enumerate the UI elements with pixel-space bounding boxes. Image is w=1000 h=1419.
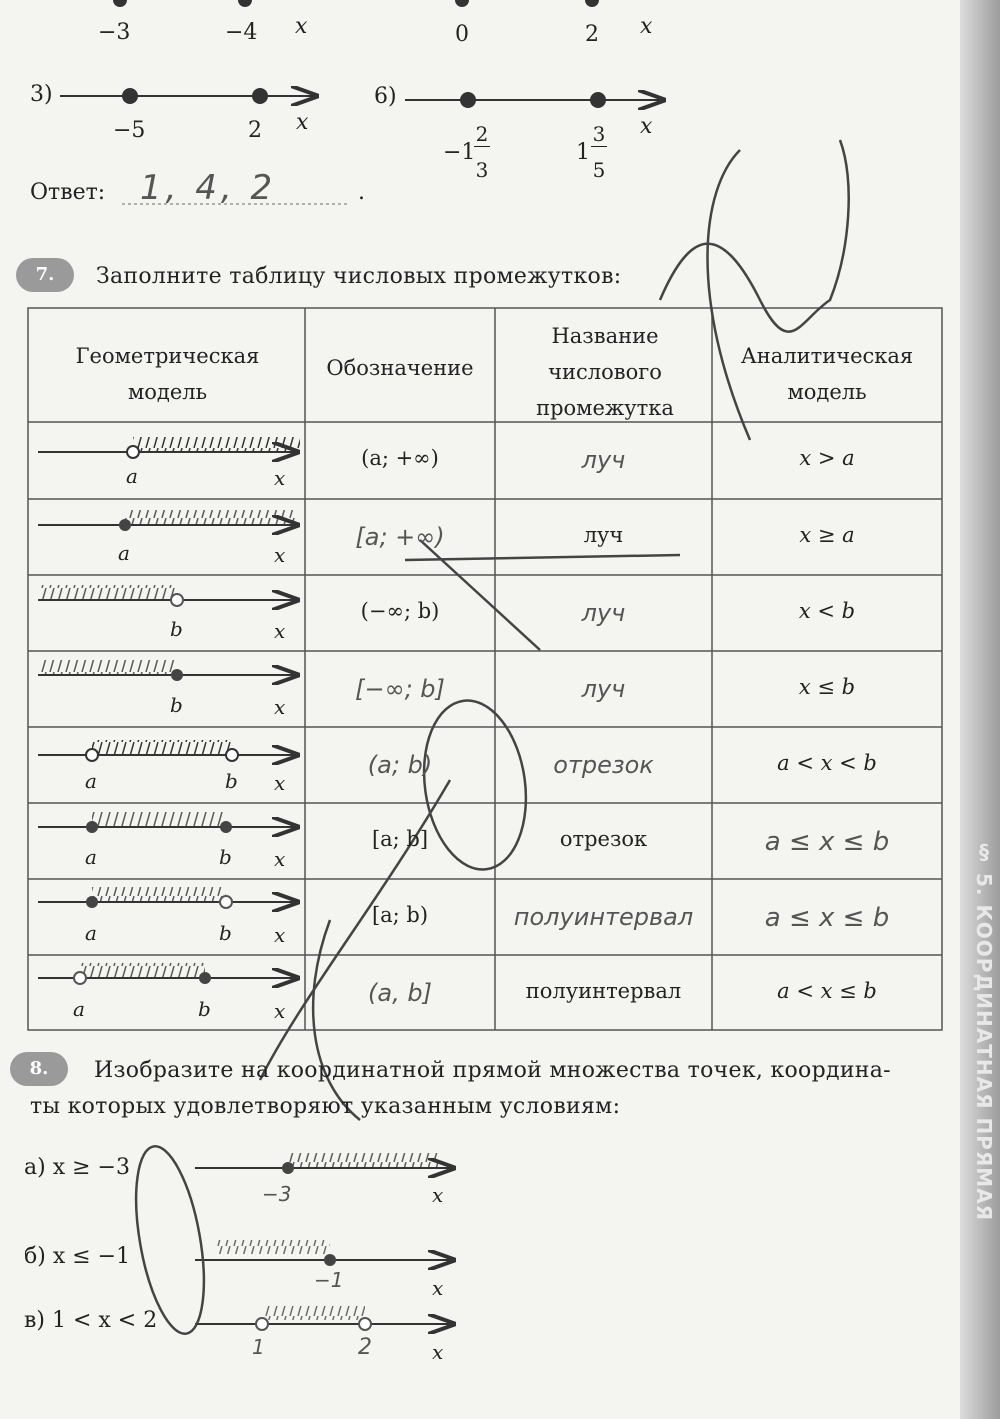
model-label-b: b: [219, 845, 232, 869]
model-label-a: a: [85, 769, 97, 793]
notation-cell: (a; b): [367, 751, 433, 779]
interval-name-cell: полуинтервал: [513, 903, 694, 931]
task-8-badge: 8.: [10, 1052, 68, 1086]
task-8-item-b: б) x ≤ −1: [24, 1244, 131, 1269]
handwritten-scribbles: [124, 140, 849, 1339]
interval-name-cell: отрезок: [559, 827, 648, 851]
line6-label1-num: 2: [475, 122, 489, 146]
model-label-a: a: [126, 464, 138, 488]
chapter-label: § 5. КООРДИНАТНАЯ ПРЯМАЯ: [972, 840, 996, 1222]
analytic-model-cell: x ≤ b: [798, 675, 856, 699]
model-row-3: [38, 585, 296, 606]
line3-label-2: 2: [248, 118, 262, 143]
axis-var: x: [640, 114, 653, 139]
number-line-6: [405, 92, 662, 108]
answer-label: Ответ:: [30, 180, 106, 205]
model-label-a: a: [85, 845, 97, 869]
axis-var: x: [274, 619, 286, 643]
axis-var: x: [274, 466, 286, 490]
task-7-text: Заполните таблицу числовых промежутков:: [96, 264, 622, 289]
number-line-3: [60, 88, 315, 104]
analytic-model-cell: x < b: [798, 599, 856, 623]
header-analytic-model: Аналитическая модель: [740, 344, 914, 404]
axis-var: x: [274, 999, 286, 1023]
line5-label-2: 2: [585, 22, 599, 47]
header-notation: Обозначение: [326, 356, 474, 380]
model-label-b: b: [198, 997, 211, 1021]
interval-name-cell: луч: [581, 599, 626, 627]
axis-var: x: [296, 110, 309, 135]
model-row-6: [38, 812, 296, 833]
line2-label-1: −3: [98, 20, 131, 45]
answer-period: .: [358, 180, 365, 205]
interval-name-cell: луч: [581, 675, 626, 703]
notation-cell: [−∞; b]: [355, 675, 445, 703]
task8-line-a: [195, 1153, 452, 1174]
model-row-4: [38, 660, 296, 681]
number-line-2-partial: [113, 0, 599, 7]
task-8-line-2: ты которых удовлетворяют указанным условиям:: [30, 1094, 621, 1119]
line5-label-1: 0: [455, 22, 469, 47]
axis-var: x: [432, 1340, 444, 1364]
analytic-model-cell: a < x ≤ b: [777, 979, 877, 1003]
axis-var: x: [274, 543, 286, 567]
notation-cell: (−∞; b): [360, 599, 440, 623]
model-row-5: [38, 740, 296, 761]
notation-cell: [a; b]: [371, 827, 429, 851]
model-label-a: a: [73, 997, 85, 1021]
task8-line-b: [195, 1240, 452, 1266]
line3-label-1: −5: [113, 118, 146, 143]
axis-var: x: [274, 695, 286, 719]
axis-var: x: [274, 771, 286, 795]
task-8-item-a: а) x ≥ −3: [24, 1155, 130, 1180]
axis-var: x: [295, 14, 308, 39]
interval-name-cell: отрезок: [553, 751, 654, 779]
interval-name-cell: луч: [583, 523, 624, 547]
answer-value: 1, 4, 2: [140, 168, 277, 208]
line6-label1-den: 3: [475, 158, 489, 182]
axis-var: x: [274, 923, 286, 947]
line3-number: 3): [30, 82, 53, 107]
model-label-a: a: [118, 541, 130, 565]
model-label-b: b: [219, 921, 232, 945]
notation-cell: [a; +∞): [355, 523, 445, 551]
model-label-a: a: [85, 921, 97, 945]
line6-label2-num: 3: [592, 122, 606, 146]
axis-var: x: [640, 14, 653, 39]
notation-cell: [a; b): [371, 903, 429, 927]
task-8-item-b-point: −1: [314, 1268, 344, 1292]
line6-label2-den: 5: [592, 158, 606, 182]
interval-name-cell: полуинтервал: [525, 979, 682, 1003]
line6-label1-whole: −1: [443, 140, 476, 165]
line2-label-2: −4: [225, 20, 258, 45]
model-label-b: b: [170, 693, 183, 717]
axis-var: x: [432, 1276, 444, 1300]
analytic-model-cell: a < x < b: [777, 751, 877, 775]
notation-cell: (a, b]: [368, 979, 432, 1007]
task-8-item-c: в) 1 < x < 2: [24, 1308, 158, 1333]
line6-number: 6): [374, 84, 397, 109]
line6-label2-whole: 1: [576, 140, 590, 165]
task-8-item-a-point: −3: [262, 1182, 292, 1206]
task-7-badge: 7.: [16, 258, 74, 292]
header-interval-name: Название числового промежутка: [536, 324, 674, 420]
model-row-8: [38, 963, 296, 984]
task-8-line-1: Изобразите на координатной прямой множества точек, координа-: [94, 1058, 891, 1083]
axis-var: x: [432, 1183, 444, 1207]
model-label-b: b: [170, 617, 183, 641]
model-row-7: [38, 887, 296, 908]
model-row-1: [38, 437, 300, 458]
analytic-model-cell: a ≤ x ≤ b: [764, 903, 890, 933]
analytic-model-cell: a ≤ x ≤ b: [764, 827, 890, 857]
task-8-item-c-point-2: 2: [358, 1335, 372, 1360]
analytic-model-cell: x ≥ a: [799, 523, 855, 547]
header-geometric-model: Геометрическая модель: [75, 344, 260, 404]
model-label-b: b: [225, 769, 238, 793]
model-row-2: [38, 510, 296, 531]
interval-name-cell: луч: [581, 446, 626, 474]
notation-cell: (a; +∞): [361, 446, 439, 470]
axis-var: x: [274, 847, 286, 871]
task-8-item-c-point-1: 1: [252, 1335, 265, 1359]
task8-line-c: [195, 1306, 452, 1330]
chapter-sidebar: [960, 0, 1000, 1419]
analytic-model-cell: x > a: [799, 446, 855, 470]
